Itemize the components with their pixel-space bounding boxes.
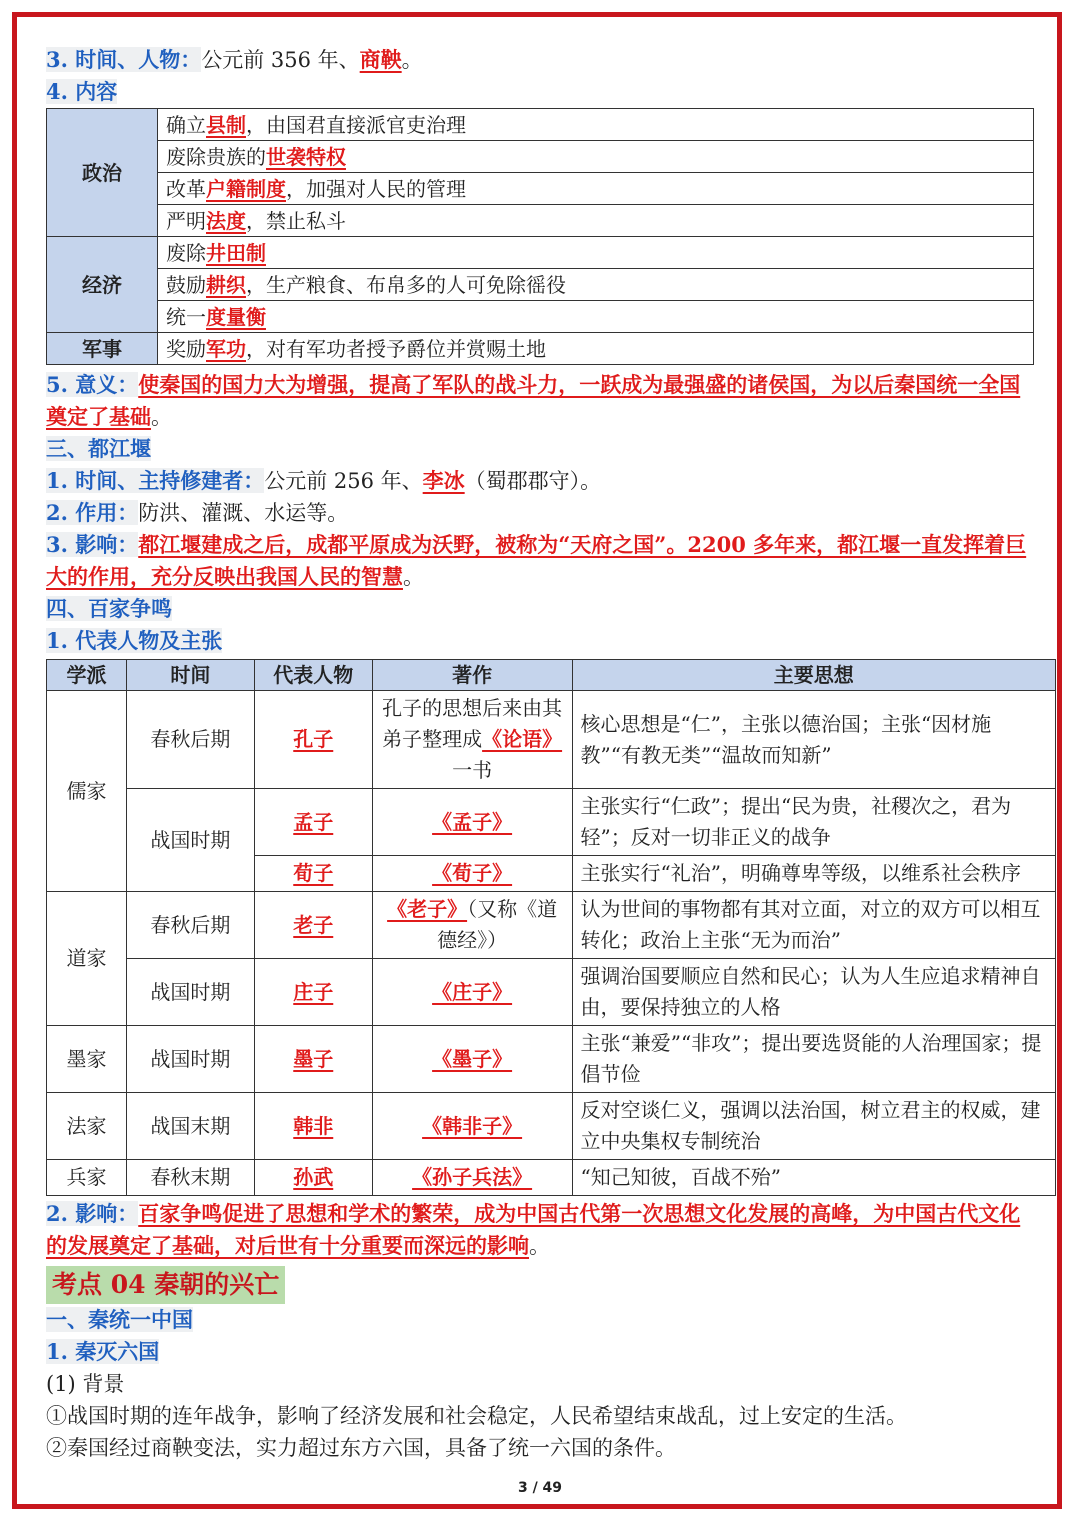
- measure-key: 度量衡: [206, 304, 266, 329]
- person-cell: [254, 1160, 372, 1196]
- work-cell: [372, 856, 572, 892]
- use-text: 防洪、灌溉、水运等。: [138, 501, 349, 525]
- person-cell: [254, 1093, 372, 1160]
- work-title: 《孟子》: [432, 809, 513, 834]
- content-heading: [46, 76, 1036, 108]
- school-cell: 法家: [47, 1093, 127, 1160]
- person-name: 孔子: [293, 727, 334, 751]
- header-idea: 主要思想: [572, 660, 1056, 691]
- measure-key: 法度: [206, 208, 246, 233]
- work-cell: [372, 1026, 572, 1093]
- person-name: 荀子: [293, 861, 334, 885]
- measure-cell: [158, 109, 1034, 141]
- time-cell: 战国末期: [126, 1093, 254, 1160]
- person-name: 孟子: [293, 809, 334, 834]
- section-heading: 三、都江堰: [46, 436, 151, 461]
- measure-pre: 确立: [166, 112, 206, 137]
- shangyang-time-line: [46, 44, 1036, 76]
- use-label: 2. 作用：: [46, 500, 139, 525]
- time-person: 李冰: [422, 468, 465, 493]
- school-cell: 道家: [47, 892, 127, 1026]
- measure-pre: 奖励: [166, 336, 206, 361]
- idea-cell: 强调治国要顺应自然和民心；认为人生应追求精神自由，要保持独立的人格: [572, 959, 1056, 1026]
- measure-cell: [158, 333, 1034, 365]
- measure-post: ，由国君直接派官吏治理: [246, 112, 466, 137]
- work-cell: [372, 959, 572, 1026]
- time-text: 公元前 356 年、: [201, 48, 360, 72]
- header-time: 时间: [126, 660, 254, 691]
- impact-label: 2. 影响：: [46, 1201, 139, 1226]
- qin-bg: (1) 背景: [46, 1372, 125, 1396]
- table-row: [47, 237, 1034, 269]
- qin-point-2: ②秦国经过商鞅变法，实力超过东方六国，具备了统一六国的条件。: [46, 1436, 676, 1460]
- work-title: 《老子》: [387, 897, 468, 921]
- category-cell: 经济: [47, 237, 158, 333]
- measure-cell: [158, 205, 1034, 237]
- idea-cell: 主张实行“礼治”，明确尊卑等级，以维系社会秩序: [572, 856, 1056, 892]
- idea-cell: 反对空谈仁义，强调以法治国，树立君主的权威，建立中央集权专制统治: [572, 1093, 1056, 1160]
- person-name: 韩非: [293, 1113, 334, 1138]
- baijia-heading: [46, 593, 1036, 625]
- measure-key: 县制: [206, 112, 246, 137]
- time-cell: 春秋末期: [126, 1160, 254, 1196]
- measure-post: ，禁止私斗: [246, 208, 346, 233]
- table-row: [47, 141, 1034, 173]
- measure-pre: 严明: [166, 208, 206, 233]
- time-note: （蜀郡郡守）。: [464, 469, 602, 493]
- measure-pre: 统一: [166, 304, 206, 329]
- measure-cell: [158, 237, 1034, 269]
- table-row: [47, 691, 1056, 789]
- person-cell: [254, 959, 372, 1026]
- time-label: 3. 时间、人物：: [46, 47, 202, 72]
- dujiangyan-time-line: [46, 465, 1036, 497]
- work-title: 《韩非子》: [422, 1113, 523, 1138]
- section-heading: 四、百家争鸣: [46, 596, 172, 621]
- impact-text: 都江堰建成之后，成都平原成为沃野，被称为“天府之国”。2200 多年来，都江堰一直发挥着巨大的作用，充分反映出我国人民的智慧: [46, 532, 1027, 589]
- work-post: 一书: [452, 758, 493, 782]
- measure-post: ，加强对人民的管理: [286, 176, 466, 201]
- page-content: [46, 44, 1042, 1464]
- person-cell: [254, 856, 372, 892]
- sub-heading: 1. 代表人物及主张: [46, 628, 223, 653]
- table-row: [47, 205, 1034, 237]
- table-row: [47, 789, 1056, 856]
- school-cell: 兵家: [47, 1160, 127, 1196]
- time-person: 商鞅: [359, 47, 402, 72]
- kaodian-banner: [46, 1266, 1036, 1304]
- time-cell: 战国时期: [126, 959, 254, 1026]
- qin-heading: [46, 1304, 1036, 1336]
- dujiangyan-use-line: [46, 497, 1036, 529]
- meaning-para: [46, 369, 1036, 433]
- person-name: 庄子: [293, 979, 334, 1004]
- impact-label: 3. 影响：: [46, 532, 139, 557]
- measure-key: 世袭特权: [266, 144, 346, 169]
- person-cell: [254, 789, 372, 856]
- table-row: [47, 959, 1056, 1026]
- category-cell: 军事: [47, 333, 158, 365]
- dujiangyan-impact-para: [46, 529, 1036, 593]
- work-title: 《墨子》: [432, 1046, 513, 1071]
- person-name: 孙武: [293, 1165, 334, 1189]
- header-work: 著作: [372, 660, 572, 691]
- work-title: 《孙子兵法》: [412, 1165, 533, 1189]
- meaning-label: 5. 意义：: [46, 372, 139, 397]
- idea-cell: “知己知彼，百战不殆”: [572, 1160, 1056, 1196]
- dujiangyan-heading: [46, 433, 1036, 465]
- measure-key: 耕织: [206, 272, 246, 297]
- idea-cell: 主张“兼爱”“非攻”；提出要选贤能的人治理国家；提倡节俭: [572, 1026, 1056, 1093]
- measure-key: 井田制: [206, 240, 266, 265]
- table-row: [47, 173, 1034, 205]
- measure-cell: [158, 141, 1034, 173]
- measure-key: 军功: [206, 336, 246, 361]
- school-cell: 儒家: [47, 691, 127, 892]
- table-row: [47, 892, 1056, 959]
- schools-header-row: [47, 660, 1056, 691]
- idea-cell: 主张实行“仁政”；提出“民为贵，社稷次之，君为轻”；反对一切非正义的战争: [572, 789, 1056, 856]
- idea-cell: 认为世间的事物都有其对立面，对立的双方可以相互转化；政治上主张“无为而治”: [572, 892, 1056, 959]
- measure-pre: 改革: [166, 176, 206, 201]
- idea-cell: 核心思想是“仁”，主张以德治国；主张“因材施教”“有教无类”“温故而知新”: [572, 691, 1056, 789]
- impact-text: 百家争鸣促进了思想和学术的繁荣，成为中国古代第一次思想文化发展的高峰，为中国古代文化的发展奠定了基础，对后世有十分重要而深远的影响: [46, 1201, 1021, 1258]
- work-cell: [372, 789, 572, 856]
- table-row: [47, 1160, 1056, 1196]
- work-post: （又称《道德经》）: [437, 897, 558, 952]
- work-title: 《荀子》: [432, 861, 513, 885]
- measure-pre: 废除贵族的: [166, 144, 266, 169]
- meaning-text: 使秦国的国力大为增强，提高了军队的战斗力，一跃成为最强盛的诸侯国，为以后秦国统一全国奠定了基础: [46, 372, 1021, 429]
- person-cell: [254, 892, 372, 959]
- table-row: [47, 1093, 1056, 1160]
- time-cell: 春秋后期: [126, 892, 254, 959]
- punct: 。: [529, 1234, 550, 1258]
- header-school: 学派: [47, 660, 127, 691]
- kaodian-title: 考点 04 秦朝的兴亡: [46, 1266, 285, 1304]
- reform-table: [46, 108, 1034, 365]
- measure-pre: 废除: [166, 240, 206, 265]
- table-row: [47, 269, 1034, 301]
- time-cell: 战国时期: [126, 1026, 254, 1093]
- work-cell: [372, 892, 572, 959]
- work-cell: [372, 1093, 572, 1160]
- person-cell: [254, 691, 372, 789]
- work-title: 《论语》: [482, 727, 563, 751]
- section-heading: 一、秦统一中国: [46, 1307, 193, 1332]
- baijia-impact-para: [46, 1198, 1036, 1262]
- measure-cell: [158, 269, 1034, 301]
- schools-table: [46, 659, 1056, 1196]
- work-title: 《庄子》: [432, 979, 513, 1004]
- measure-post: ，生产粮食、布帛多的人可免除徭役: [246, 272, 566, 297]
- school-cell: 墨家: [47, 1026, 127, 1093]
- baijia-sub: [46, 625, 1036, 657]
- table-row: [47, 333, 1034, 365]
- punct: 。: [401, 48, 423, 72]
- sub-heading: 1. 秦灭六国: [46, 1339, 160, 1364]
- measure-post: ，对有军功者授予爵位并赏赐土地: [246, 336, 546, 361]
- punct: 。: [403, 565, 424, 589]
- category-cell: 政治: [47, 109, 158, 237]
- measure-cell: [158, 301, 1034, 333]
- table-row: [47, 109, 1034, 141]
- person-name: 老子: [293, 912, 334, 937]
- person-cell: [254, 1026, 372, 1093]
- work-cell: [372, 691, 572, 789]
- work-pre: 孔子的思想后来由其弟子整理成: [382, 696, 563, 751]
- table-row: [47, 1026, 1056, 1093]
- content-label: 4. 内容: [46, 79, 118, 104]
- time-label: 1. 时间、主持修建者：: [46, 468, 265, 493]
- time-cell: 春秋后期: [126, 691, 254, 789]
- measure-cell: [158, 173, 1034, 205]
- work-cell: [372, 1160, 572, 1196]
- header-person: 代表人物: [254, 660, 372, 691]
- measure-pre: 鼓励: [166, 272, 206, 297]
- time-text: 公元前 256 年、: [264, 469, 423, 493]
- measure-key: 户籍制度: [206, 176, 286, 201]
- person-name: 墨子: [293, 1046, 334, 1071]
- qin-sub: [46, 1336, 1036, 1368]
- punct: 。: [151, 405, 172, 429]
- table-row: [47, 301, 1034, 333]
- page-number: 3 / 49: [517, 1480, 563, 1496]
- time-cell: 战国时期: [126, 789, 254, 892]
- qin-point-1: ①战国时期的连年战争，影响了经济发展和社会稳定，人民希望结束战乱，过上安定的生活。: [46, 1404, 907, 1428]
